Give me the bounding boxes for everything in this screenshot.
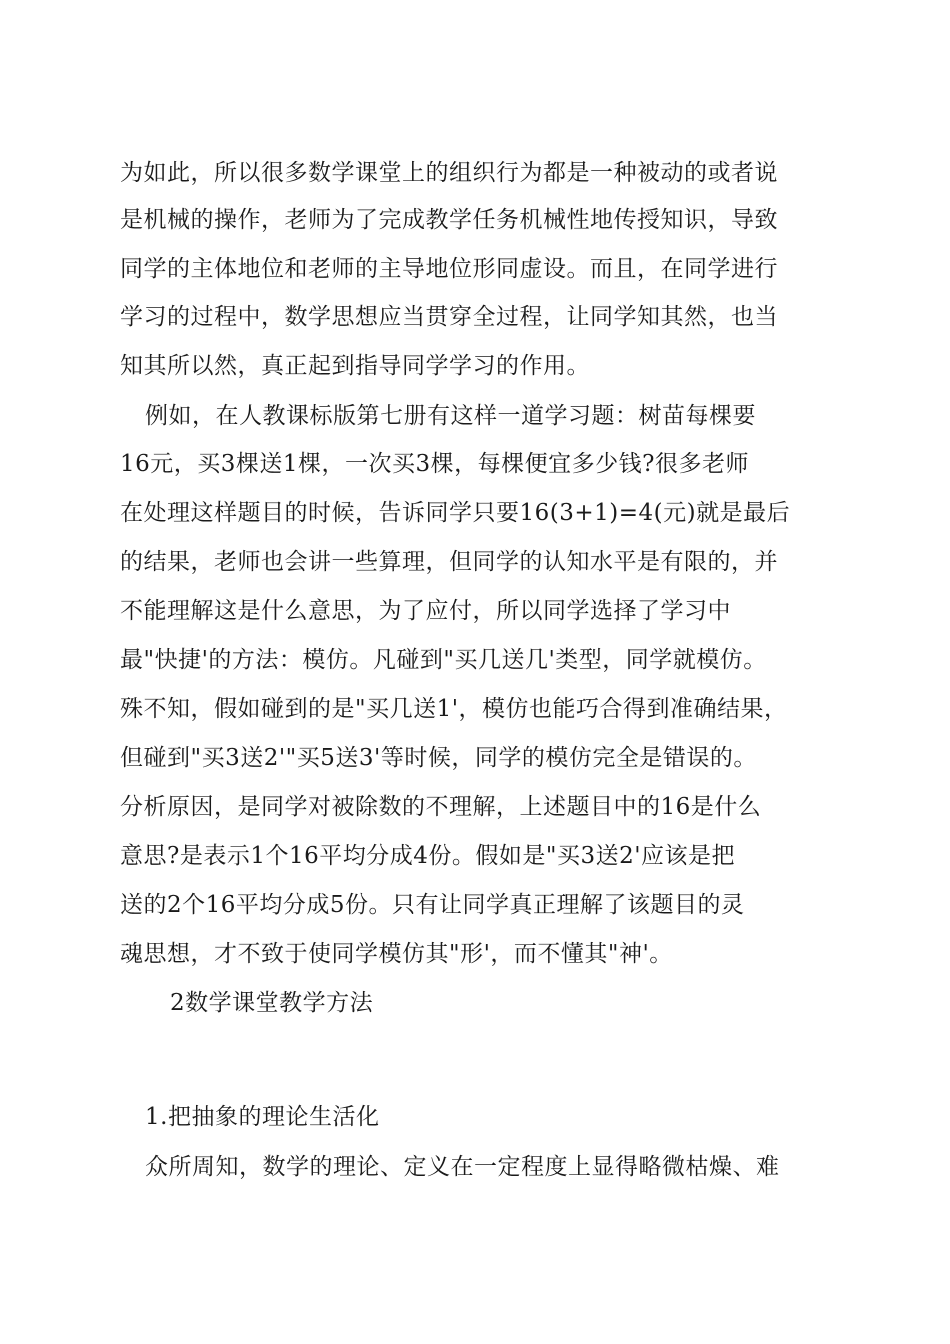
text-line-1: 为如此，所以很多数学课堂上的组织行为都是一种被动的或者说: [120, 160, 778, 186]
section-heading: 2数学课堂教学方法: [170, 990, 374, 1016]
text-line-8: 在处理这样题目的时候，告诉同学只要16(3+1)=4(元)就是最后: [120, 500, 791, 526]
text-line-14: 分析原因，是同学对被除数的不理解，上述题目中的16是什么: [120, 794, 762, 820]
text-line-11: 最"快捷'的方法：模仿。凡碰到"买几送几'类型，同学就模仿。: [120, 647, 767, 673]
text-line-7: 16元，买3棵送1棵，一次买3棵，每棵便宜多少钱?很多老师: [120, 451, 749, 477]
text-line-9: 的结果，老师也会讲一些算理，但同学的认知水平是有限的，并: [120, 549, 778, 575]
text-line-last: 众所周知，数学的理论、定义在一定程度上显得略微枯燥、难: [145, 1154, 780, 1180]
subsection-heading: 1.把抽象的理论生活化: [145, 1104, 380, 1130]
text-line-12: 殊不知，假如碰到的是"买几送1'，模仿也能巧合得到准确结果，: [120, 696, 788, 722]
text-line-13: 但碰到"买3送2'"买5送3'等时候，同学的模仿完全是错误的。: [120, 745, 757, 771]
text-line-15: 意思?是表示1个16平均分成4份。假如是"买3送2'应该是把: [120, 843, 736, 869]
text-line-4: 学习的过程中，数学思想应当贯穿全过程，让同学知其然，也当: [120, 304, 778, 330]
paragraph-start-line: 例如，在人教课标版第七册有这样一道学习题：树苗每棵要: [145, 403, 756, 429]
text-line-17: 魂思想，才不致于使同学模仿其"形'，而不懂其"神'。: [120, 941, 673, 967]
text-line-16: 送的2个16平均分成5份。只有让同学真正理解了该题目的灵: [120, 892, 745, 918]
text-line-5: 知其所以然，真正起到指导同学学习的作用。: [120, 353, 590, 379]
text-line-10: 不能理解这是什么意思，为了应付，所以同学选择了学习中: [120, 598, 731, 624]
text-line-2: 是机械的操作，老师为了完成教学任务机械性地传授知识，导致: [120, 207, 778, 233]
text-line-3: 同学的主体地位和老师的主导地位形同虚设。而且，在同学进行: [120, 256, 778, 282]
